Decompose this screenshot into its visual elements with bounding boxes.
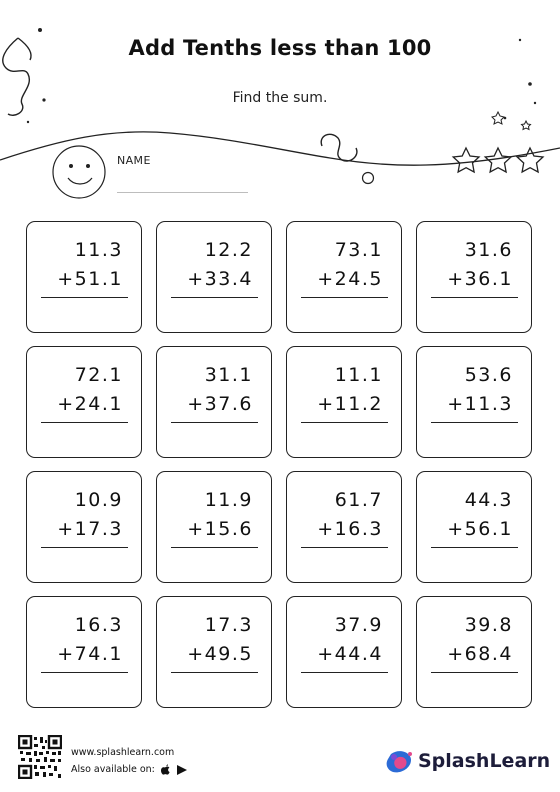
addend-top: 53.6 [464, 364, 513, 386]
worksheet-title: Add Tenths less than 100 [128, 36, 432, 60]
addend-bottom: +51.1 [57, 268, 123, 290]
addend-bottom: +16.3 [317, 518, 383, 540]
answer-line [171, 547, 258, 548]
problem-card[interactable] [156, 596, 272, 708]
problem-card[interactable] [286, 346, 402, 458]
problem-card[interactable] [156, 346, 272, 458]
addend-top: 39.8 [464, 614, 513, 636]
answer-line [431, 547, 518, 548]
addend-bottom: +37.6 [187, 393, 253, 415]
answer-line [41, 422, 128, 423]
addend-top: 12.2 [204, 239, 253, 261]
answer-line [171, 297, 258, 298]
smiley-face-icon [53, 146, 105, 198]
addend-bottom: +24.5 [317, 268, 383, 290]
answer-line [301, 297, 388, 298]
problem-card[interactable] [156, 471, 272, 583]
addend-top: 31.6 [464, 239, 513, 261]
addend-bottom: +11.3 [447, 393, 513, 415]
addend-bottom: +36.1 [447, 268, 513, 290]
addend-bottom: +17.3 [57, 518, 123, 540]
name-label: NAME [117, 154, 151, 167]
website-url[interactable]: www.splashlearn.com [71, 747, 175, 758]
addend-top: 37.9 [334, 614, 383, 636]
addend-bottom: +11.2 [317, 393, 383, 415]
answer-line [41, 297, 128, 298]
problem-card[interactable] [156, 221, 272, 333]
answer-line [431, 297, 518, 298]
answer-line [431, 672, 518, 673]
answer-line [301, 547, 388, 548]
answer-line [301, 672, 388, 673]
available-on-text: Also available on: [71, 764, 155, 775]
app-store-icons [158, 763, 192, 777]
problem-card[interactable] [26, 596, 142, 708]
problem-card[interactable] [26, 471, 142, 583]
problem-card[interactable] [286, 221, 402, 333]
problem-card[interactable] [286, 596, 402, 708]
answer-line [301, 422, 388, 423]
problem-card[interactable] [416, 471, 532, 583]
answer-line [41, 547, 128, 548]
addend-bottom: +68.4 [447, 643, 513, 665]
problem-card[interactable] [416, 596, 532, 708]
problem-card[interactable] [416, 346, 532, 458]
instruction-text: Find the sum. [232, 90, 328, 106]
answer-line [41, 672, 128, 673]
addend-top: 31.1 [204, 364, 253, 386]
addend-top: 11.3 [74, 239, 123, 261]
name-input-line[interactable] [117, 192, 248, 193]
addend-top: 16.3 [74, 614, 123, 636]
problem-card[interactable] [26, 221, 142, 333]
addend-top: 11.9 [204, 489, 253, 511]
addend-top: 73.1 [334, 239, 383, 261]
problems-grid [26, 221, 532, 708]
addend-bottom: +33.4 [187, 268, 253, 290]
rating-stars [453, 148, 543, 172]
addend-bottom: +44.4 [317, 643, 383, 665]
answer-line [431, 422, 518, 423]
addend-top: 44.3 [464, 489, 513, 511]
addend-bottom: +24.1 [57, 393, 123, 415]
problem-card[interactable] [26, 346, 142, 458]
qr-code-icon[interactable] [18, 735, 62, 779]
addend-bottom: +49.5 [187, 643, 253, 665]
addend-bottom: +15.6 [187, 518, 253, 540]
apple-icon[interactable] [161, 764, 170, 774]
addend-top: 10.9 [74, 489, 123, 511]
addend-bottom: +74.1 [57, 643, 123, 665]
answer-line [171, 672, 258, 673]
addend-bottom: +56.1 [447, 518, 513, 540]
play-store-icon[interactable] [177, 765, 187, 775]
problem-card[interactable] [416, 221, 532, 333]
problem-card[interactable] [286, 471, 402, 583]
addend-top: 17.3 [204, 614, 253, 636]
addend-top: 11.1 [334, 364, 383, 386]
addend-top: 72.1 [74, 364, 123, 386]
answer-line [171, 422, 258, 423]
addend-top: 61.7 [334, 489, 383, 511]
brand-name: SplashLearn [418, 750, 551, 772]
